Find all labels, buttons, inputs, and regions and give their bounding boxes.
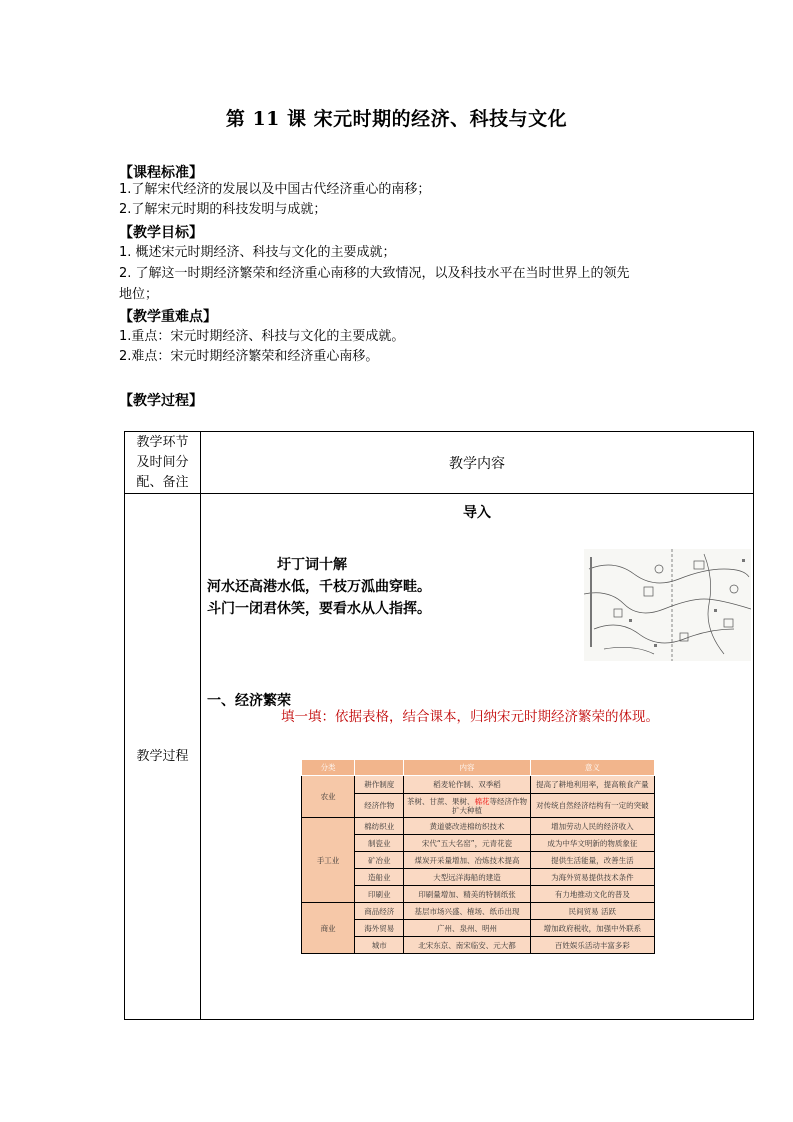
meaning-cell: 成为中华文明新的物质象征 (530, 835, 654, 852)
item-cell: 矿冶业 (355, 852, 404, 869)
meaning-cell: 提供生活能量，改善生活 (530, 852, 654, 869)
fill-task: 填一填：依据表格，结合课本，归纳宋元时期经济繁荣的体现。 (281, 709, 659, 725)
item-cell: 经济作物 (355, 794, 404, 818)
item-cell: 棉纺织业 (355, 818, 404, 835)
table-row (302, 835, 655, 852)
row-left-cell: 教学过程 (125, 494, 201, 1020)
page-title: 第 11 课 宋元时期的经济、科技与文化 (225, 108, 568, 130)
content-cell (201, 494, 754, 1020)
content-cell: 宋代“五大名窑”，元青花瓷 (404, 835, 530, 852)
poem-title: 圩丁词十解 (277, 557, 347, 573)
item-cell: 制瓷业 (355, 835, 404, 852)
meaning-cell: 提高了耕地利用率，提高粮食产量 (530, 776, 654, 794)
category-cell: 农业 (302, 776, 355, 818)
key-point-item: 1.重点：宋元时期经济、科技与文化的主要成就。 (119, 329, 405, 344)
item-cell: 城市 (355, 937, 404, 954)
poem-line-1: 河水还高港水低，千枝万泒曲穿畦。 (207, 579, 431, 595)
content-cell: 北宋东京、南宋临安、元大都 (404, 937, 530, 954)
table-row (302, 920, 655, 937)
content-cell: 煤炭开采量增加、冶炼技术提高 (404, 852, 530, 869)
poem-line-2: 斗门一闭君休笑，要看水从人指挥。 (207, 601, 431, 617)
course-standard-item: 1.了解宋代经济的发展以及中国古代经济重心的南移； (119, 182, 431, 197)
table-row (302, 903, 655, 920)
item-cell: 造船业 (355, 869, 404, 886)
col-category: 分类 (302, 760, 355, 776)
process-heading: 【教学过程】 (119, 393, 203, 409)
ancient-map-image (584, 549, 751, 661)
content-text: 茶树、甘蔗、果树、 (407, 796, 475, 806)
content-cell: 稻麦轮作制、双季稻 (404, 776, 530, 794)
economy-table-header (302, 760, 655, 776)
content-cell: 黄道婆改进棉纺织技术 (404, 818, 530, 835)
table-row (302, 776, 655, 794)
header-left-cell (125, 432, 201, 494)
economy-table (301, 759, 655, 954)
content-cell: 印刷量增加、精美的特制纸张 (404, 886, 530, 903)
teaching-goals-heading: 【教学目标】 (119, 225, 203, 241)
meaning-cell: 为海外贸易提供技术条件 (530, 869, 654, 886)
meaning-cell: 增加政府税收，加强中外联系 (530, 920, 654, 937)
table-row (302, 818, 655, 835)
key-point-item: 2.难点：宋元时期经济繁荣和经济重心南移。 (119, 349, 379, 364)
section-economy-heading: 一、经济繁荣 (207, 693, 291, 709)
col-meaning: 意义 (530, 760, 654, 776)
teaching-goal-item: 2. 了解这一时期经济繁荣和经济重心南移的大致情况，以及科技水平在当时世界上的领先 (119, 266, 630, 281)
meaning-cell: 增加劳动人民的经济收入 (530, 818, 654, 835)
content-cell: 基层市场兴盛、榷场、纸币出现 (404, 903, 530, 920)
table-row (302, 937, 655, 954)
header-right-cell: 教学内容 (201, 432, 754, 494)
item-cell: 商品经济 (355, 903, 404, 920)
content-cell: 大型远洋海船的建造 (404, 869, 530, 886)
item-cell: 耕作制度 (355, 776, 404, 794)
content-text: 等经济作物扩大种植 (452, 796, 528, 815)
category-cell: 手工业 (302, 818, 355, 903)
course-standard-heading: 【课程标准】 (119, 165, 203, 181)
header-left-text: 教学环节及时间分配、备注 (136, 434, 189, 490)
lesson-table (124, 431, 754, 1020)
course-standard-item: 2.了解宋元时期的科技发明与成就； (119, 202, 327, 217)
content-cell (404, 794, 530, 818)
col-content: 内容 (404, 760, 530, 776)
table-row (302, 886, 655, 903)
meaning-cell: 对传统自然经济结构有一定的突破 (530, 794, 654, 818)
table-row (302, 794, 655, 818)
teaching-goal-item: 地位； (119, 287, 159, 302)
item-cell: 海外贸易 (355, 920, 404, 937)
category-cell: 商业 (302, 903, 355, 954)
item-cell: 印刷业 (355, 886, 404, 903)
key-points-heading: 【教学重难点】 (119, 309, 217, 325)
intro-heading: 导入 (463, 505, 491, 521)
table-row (302, 852, 655, 869)
meaning-cell: 有力地推动文化的普及 (530, 886, 654, 903)
col-item (355, 760, 404, 776)
table-row (302, 869, 655, 886)
highlight-text: 棉花 (474, 796, 490, 806)
content-cell: 广州、泉州、明州 (404, 920, 530, 937)
teaching-goal-item: 1. 概述宋元时期经济、科技与文化的主要成就； (119, 245, 396, 260)
meaning-cell: 民间贸易 活跃 (530, 903, 654, 920)
meaning-cell: 百姓娱乐活动丰富多彩 (530, 937, 654, 954)
